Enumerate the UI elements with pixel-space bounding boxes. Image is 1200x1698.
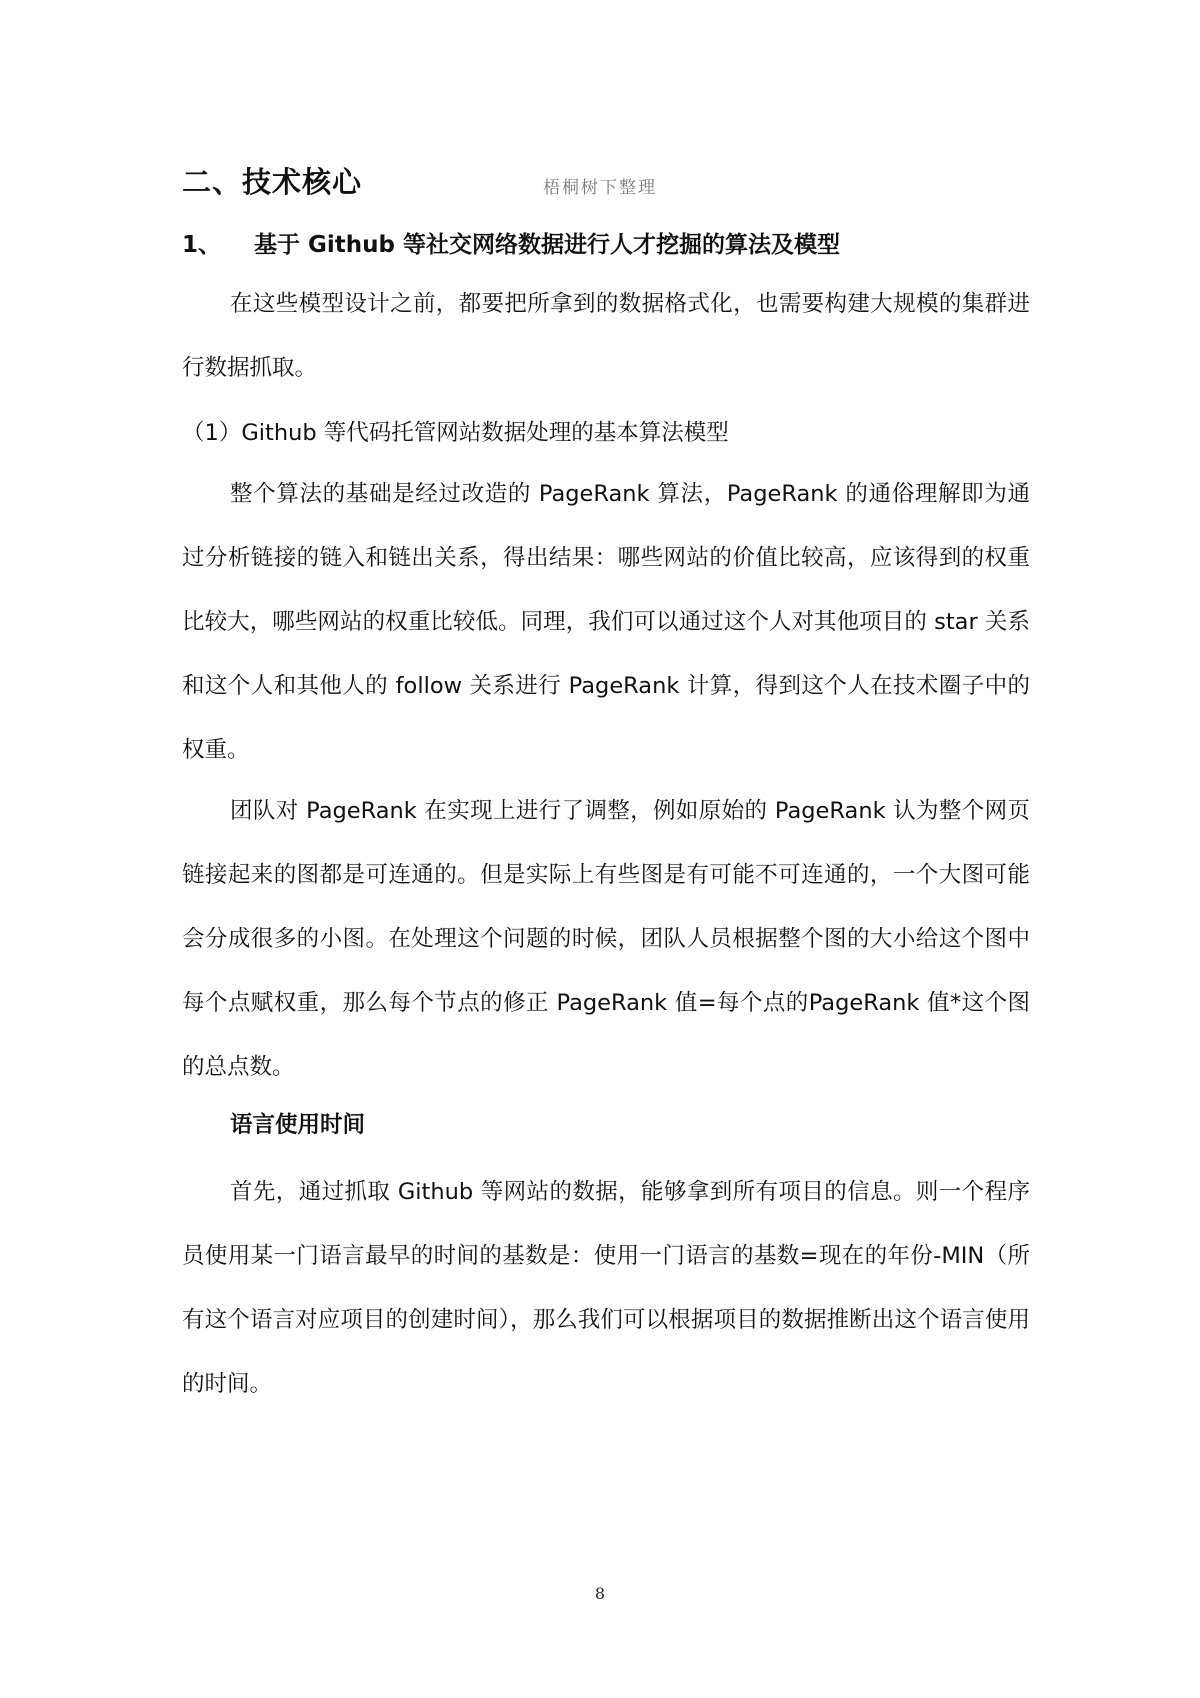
subheading-text: 基于 Github 等社交网络数据进行人才挖掘的算法及模型	[254, 232, 840, 258]
subheading	[182, 226, 840, 259]
subheading-number: 1、	[182, 232, 222, 258]
paragraph-intro: 在这些模型设计之前，都要把所拿到的数据格式化，也需要构建大规模的集群进行数据抓取。	[182, 291, 1030, 381]
paragraph-adjustment: 团队对 PageRank 在实现上进行了调整，例如原始的 PageRank 认为整个网页链接起来的图都是可连通的。但是实际上有些图是有可能不可连通的，一个大图可能会分成很多的小图。在处理这个问题的时候，团队人员根据整个图的大小给这个图中每个点赋权重，那么每个节点的修正 PageRank 值=每个点的PageRank 值*这个图的总点数。	[182, 798, 1030, 1080]
paragraph-language-time: 首先，通过抓取 Github 等网站的数据，能够拿到所有项目的信息。则一个程序员使用某一门语言最早的时间的基数是：使用一门语言的基数=现在的年份-MIN（所有这个语言对应项目的创建时间），那么我们可以根据项目的数据推断出这个语言使用的时间。	[182, 1179, 1030, 1397]
item-heading: （1）Github 等代码托管网站数据处理的基本算法模型	[182, 420, 729, 446]
paragraph-pagerank: 整个算法的基础是经过改造的 PageRank 算法，PageRank 的通俗理解即为通过分析链接的链入和链出关系，得出结果：哪些网站的价值比较高，应该得到的权重比较大，哪些网站的权重比较低。同理，我们可以通过这个人对其他项目的 star 关系和这个人和其他人的 follow 关系进行 PageRank 计算，得到这个人在技术圈子中的权重。	[182, 481, 1030, 763]
section-title: 二、技术核心	[182, 165, 363, 199]
page-number: 8	[594, 1584, 606, 1603]
bold-heading: 语言使用时间	[230, 1112, 366, 1138]
watermark-text: 梧桐树下整理	[543, 178, 657, 198]
